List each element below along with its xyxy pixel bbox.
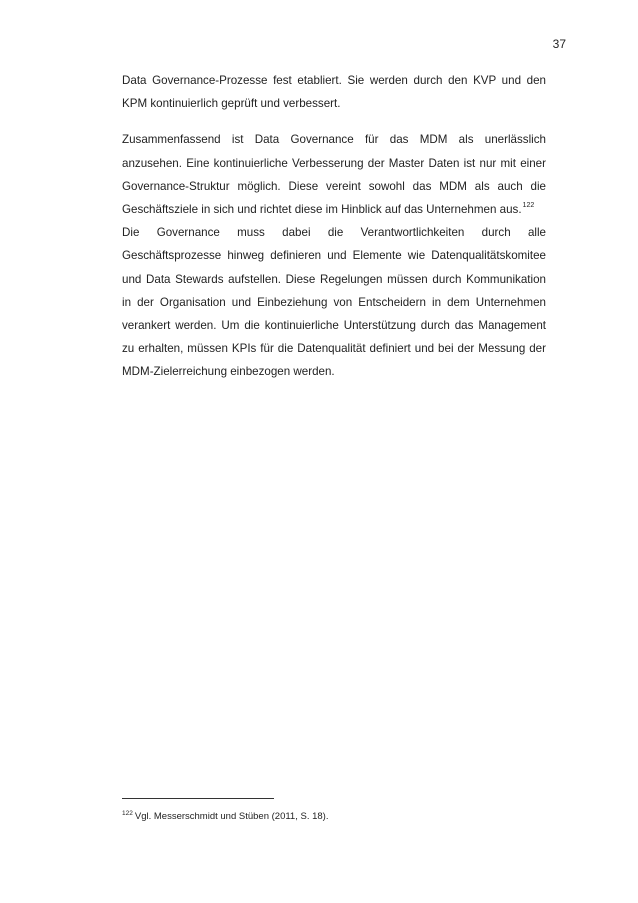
- footnote-separator: [122, 798, 274, 799]
- text-line-content: zu erhalten, müssen KPIs für die Datenqualität definiert und bei der Messung der: [122, 342, 546, 356]
- footnote: [122, 810, 328, 822]
- text-line: [122, 244, 546, 267]
- text-line: [122, 69, 546, 92]
- text-line-content: verankert werden. Um die kontinuierliche Unterstützung durch das Management: [122, 319, 546, 333]
- text-line: [122, 128, 546, 151]
- paragraph: [122, 128, 546, 383]
- text-line-content: Die Governance muss dabei die Verantwortlichkeiten durch alle: [122, 226, 546, 240]
- text-line-content: in der Organisation und Einbeziehung von Entscheidern in dem Unternehmen: [122, 295, 546, 309]
- footnote-reference: 122: [522, 202, 535, 210]
- text-line-content: KPM kontinuierlich geprüft und verbessert.: [122, 97, 341, 111]
- text-line: [122, 152, 546, 175]
- text-line-content: anzusehen. Eine kontinuierliche Verbesserung der Master Daten ist nur mit einer: [122, 156, 546, 170]
- text-line: [122, 268, 546, 291]
- footnote-text: Vgl. Messerschmidt und Stüben (2011, S. 18).: [134, 811, 329, 822]
- text-line: [122, 291, 546, 314]
- paragraph: [122, 69, 546, 115]
- footnote-number: 122: [122, 810, 133, 817]
- text-line-content: Zusammenfassend ist Data Governance für das MDM als unerlässlich: [122, 133, 546, 147]
- text-line-content: Data Governance-Prozesse fest etabliert. Sie werden durch den KVP und den: [122, 74, 546, 87]
- text-line: [122, 360, 546, 383]
- text-line: [122, 92, 546, 115]
- text-line: [122, 221, 546, 244]
- text-line-content: Governance-Struktur möglich. Diese vereint sowohl das MDM als auch die: [122, 179, 546, 193]
- text-line: [122, 175, 546, 198]
- page-number: 37: [552, 37, 566, 51]
- text-line-content: MDM-Zielerreichung einbezogen werden.: [122, 365, 335, 379]
- text-line-content: Geschäftsziele in sich und richtet diese im Hinblick auf das Unternehmen aus.: [122, 203, 522, 217]
- text-line-content: Geschäftsprozesse hinweg definieren und Elemente wie Datenqualitätskomitee: [122, 249, 546, 263]
- body-text: [122, 69, 546, 397]
- text-line: [122, 198, 546, 221]
- text-line: [122, 337, 546, 360]
- text-line: [122, 314, 546, 337]
- text-line-content: und Data Stewards aufstellen. Diese Regelungen müssen durch Kommunikation: [122, 272, 546, 286]
